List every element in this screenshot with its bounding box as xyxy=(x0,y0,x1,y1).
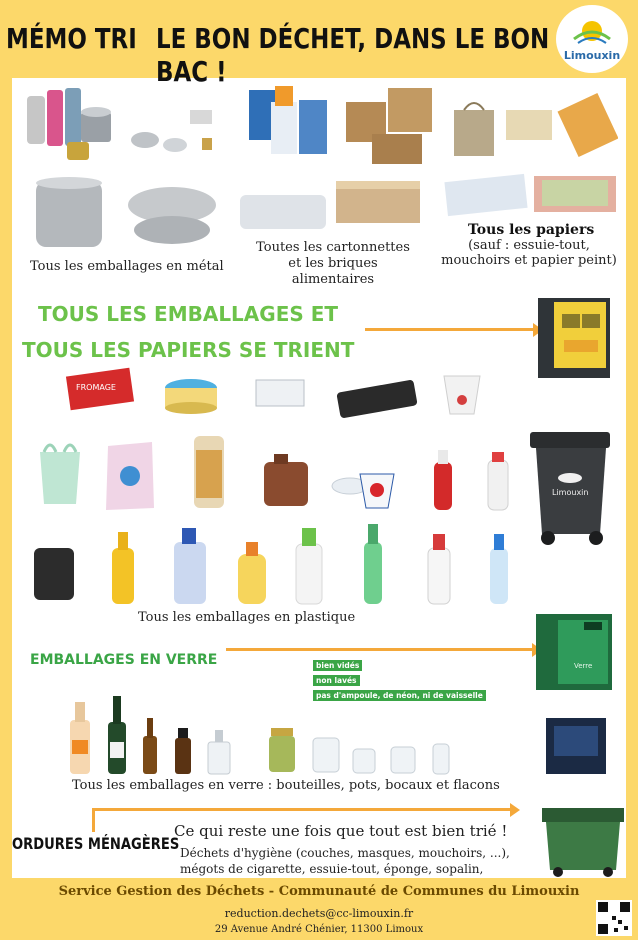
footer-service: Service Gestion des Déchets - Communauté de Communes du Limouxin xyxy=(58,884,580,899)
green-household-bin xyxy=(540,806,626,878)
household-line2: mégots de cigarette, essuie-tout, éponge, sopalin, xyxy=(180,862,484,876)
paper-bank-container xyxy=(544,716,608,776)
beer-bottle-image xyxy=(140,716,160,776)
clear-tray-image xyxy=(252,372,308,412)
arrow-to-yellow-box xyxy=(365,328,535,331)
green-water-bottle-image xyxy=(360,522,386,606)
cardboard-boxes-image xyxy=(338,82,438,172)
jerrycan-image xyxy=(258,452,314,510)
black-tray-image xyxy=(334,378,420,422)
low-jar-image xyxy=(388,744,418,774)
pickle-jar-image xyxy=(266,726,298,774)
arrow-household-vertical xyxy=(92,810,95,832)
metal-lids-image xyxy=(120,100,220,160)
egg-box-pizza-image xyxy=(236,175,426,237)
limouxin-logo xyxy=(556,5,628,73)
paper-bags-image xyxy=(448,90,618,170)
arrow-head-household-icon xyxy=(510,803,520,817)
metal-caption: Tous les emballages en métal xyxy=(30,259,224,274)
title-memo-tri: MÉMO TRI xyxy=(6,22,137,55)
magazines-image xyxy=(442,170,622,218)
dessert-cup-image xyxy=(328,460,398,512)
bleach-bottle-image xyxy=(292,526,326,606)
arrow-to-glass-bin xyxy=(226,648,534,651)
recycling-heading-line1: TOUS LES EMBALLAGES ET xyxy=(38,302,339,326)
butter-tub-image xyxy=(162,376,220,416)
small-jar-image xyxy=(350,746,378,774)
qr-code-icon[interactable] xyxy=(596,900,632,936)
yogurt-pot-image xyxy=(438,370,486,418)
household-title: Ce qui reste une fois que tout est bien trié ! xyxy=(174,822,508,840)
water-bottle-image xyxy=(486,532,512,606)
grey-bin-label: Limouxin xyxy=(552,488,589,497)
glass-tag-not-washed: non lavés xyxy=(313,675,360,686)
household-heading: ORDURES MÉNAGÈRES xyxy=(12,834,180,853)
bread-bag-image xyxy=(188,430,230,512)
dish-soap-bottle-image xyxy=(234,540,270,606)
juice-glass-bottle-image xyxy=(66,700,94,776)
frame-right xyxy=(626,78,638,878)
glass-tag-exclusions: pas d'ampoule, de néon, ni de vaisselle xyxy=(313,690,486,701)
perfume-flask-image xyxy=(204,726,234,776)
papers-title: Tous les papiers xyxy=(468,222,595,238)
logo-text: Limouxin xyxy=(563,49,621,62)
medicine-flask-image xyxy=(172,726,194,776)
metal-cans-image xyxy=(25,82,115,167)
glass-container-bin xyxy=(534,612,614,692)
logo-sun-icon xyxy=(556,5,628,73)
footer-email[interactable]: reduction.dechets@cc-limouxin.fr xyxy=(224,907,414,920)
wine-bottle-image xyxy=(104,694,130,776)
yellow-sorting-bin xyxy=(536,292,612,380)
recycling-heading-line2: TOUS LES PAPIERS SE TRIENT xyxy=(22,338,355,362)
black-drum-image xyxy=(30,540,78,602)
arrow-to-green-bin xyxy=(92,808,512,811)
papers-note: (sauf : essuie-tout, mouchoirs et papier peint) xyxy=(441,238,617,268)
glass-caption: Tous les emballages en verre : bouteilles, pots, bocaux et flacons xyxy=(72,778,500,793)
glass-tag-emptied: bien vidés xyxy=(313,660,362,671)
milk-bottle-image xyxy=(424,532,454,606)
footer-address: 29 Avenue André Chénier, 11300 Limoux xyxy=(214,924,424,935)
title-slogan: LE BON DÉCHET, DANS LE BON BAC ! xyxy=(156,22,550,88)
plastic-caption: Tous les emballages en plastique xyxy=(138,610,356,625)
household-line1: Déchets d'hygiène (couches, masques, mouchoirs, ...), xyxy=(180,846,510,860)
milk-cartons-image xyxy=(245,82,335,172)
ketchup-bottle-image xyxy=(428,448,458,512)
white-bottle-image xyxy=(484,450,512,512)
glass-heading: EMBALLAGES EN VERRE xyxy=(30,652,218,668)
glass-bin-label: Verre xyxy=(574,662,593,670)
small-bottle-image xyxy=(430,736,452,776)
oil-bottle-image xyxy=(108,530,138,606)
metal-trays-image xyxy=(32,175,222,255)
film-wrap-image xyxy=(100,436,160,514)
carton-caption: Toutes les cartonnettes et les briques alimentaires xyxy=(256,240,410,287)
detergent-bottle-image xyxy=(170,526,210,606)
plastic-bag-image xyxy=(34,438,86,508)
household-grey-bin xyxy=(526,426,616,546)
cheese-packet-image xyxy=(62,366,138,412)
frame-left xyxy=(0,78,12,878)
glass-jar-image xyxy=(310,734,342,774)
svg-text:FROMAGE: FROMAGE xyxy=(76,383,116,392)
